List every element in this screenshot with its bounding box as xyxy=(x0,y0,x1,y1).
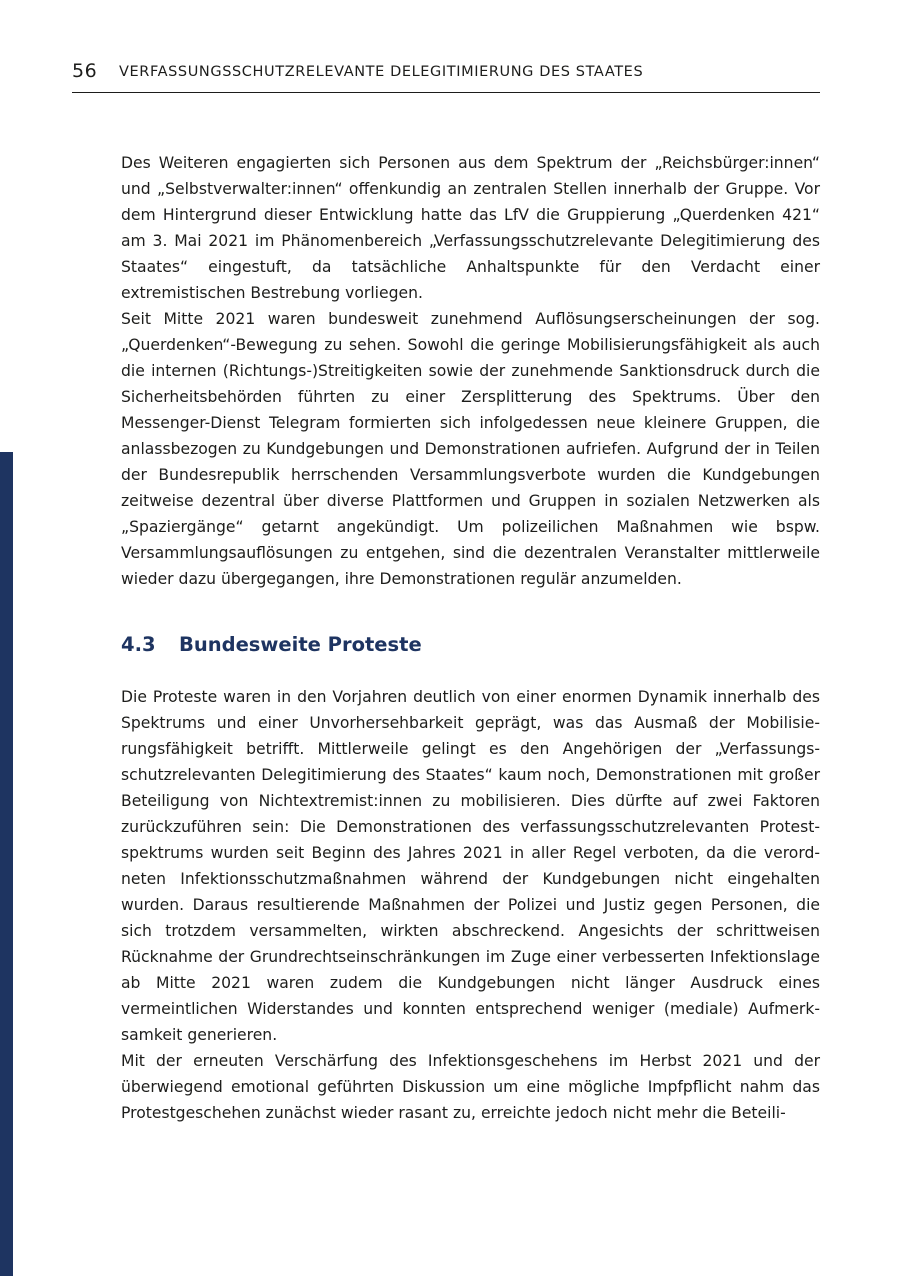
section-number: 4.3 xyxy=(121,633,156,656)
paragraph-2: Seit Mitte 2021 waren bundesweit zunehmend Auflösungserscheinungen der sog. „Querdenken“-Bewegung zu sehen. Sowohl die geringe Mobilisierungsfähigkeit als auch die internen (Richtungs-)Streitigkeiten sowie der zunehmende Sanktionsdruck durch die Sicherheitsbehörden führten zu einer Zersplitterung des Spektrums. Über den Messenger-Dienst Telegram formierten sich infolgedessen neue kleinere Gruppen, die anlassbezogen zu Kundgebungen und Demonstrationen aufriefen. Aufgrund der in Teilen der Bundesrepublik herrschenden Versammlungsverbote wurden die Kundgebungen zeitweise dezentral über diverse Plattformen und Gruppen in sozialen Netzwerken als „Spaziergänge“ getarnt angekündigt. Um polizeilichen Maßnahmen wie bspw. Versammlungsauflösungen zu entgehen, sind die dezentralen Veranstalter mittlerweile wieder dazu übergegangen, ihre Demonstrationen regulär anzumelden. xyxy=(121,310,820,588)
page-number: 56 xyxy=(72,60,98,82)
paragraph-4: Mit der erneuten Verschärfung des Infektionsgeschehens im Herbst 2021 und der überwiegend emotional geführten Diskussion um eine mögliche Impfpflicht nahm das Protestgeschehen zunächst wieder rasant zu, erreichte jedoch nicht mehr die Beteili- xyxy=(121,1052,820,1122)
running-header xyxy=(72,58,820,93)
running-title: VERFASSUNGSSCHUTZRELEVANTE DELEGITIMIERUNG DES STAATES xyxy=(119,64,644,80)
section-title: Bundesweite Proteste xyxy=(179,633,422,656)
paragraph-3: Die Proteste waren in den Vorjahren deutlich von einer enormen Dynamik innerhalb des Spektrums und einer Unvorhersehbarkeit geprägt, was das Ausmaß der Mobilisierungsfähigkeit betrifft. Mittlerweile gelingt es den Angehörigen der „Verfassungsschutzrelevanten Delegitimierung des Staates“ kaum noch, Demonstrationen mit großer Beteiligung von Nichtextremist:innen zu mobilisieren. Dies dürfte auf zwei Faktoren zurückzuführen sein: Die Demonstrationen des verfassungsschutzrelevanten Protestspektrums wurden seit Beginn des Jahres 2021 in aller Regel verboten, da die verordneten Infektionsschutzmaßnahmen während der Kundgebungen nicht eingehalten wurden. Daraus resultierende Maßnahmen der Polizei und Justiz gegen Personen, die sich trotzdem versammelten, wirkten abschreckend. Angesichts der schrittweisen Rücknahme der Grundrechtseinschränkungen im Zuge einer verbesserten Infektionslage ab Mitte 2021 waren zudem die Kundgebungen nicht länger Ausdruck eines vermeintlichen Widerstandes und konnten entsprechend weniger (mediale) Aufmerksamkeit generieren. xyxy=(121,688,820,1044)
section-heading xyxy=(121,630,820,684)
paragraph-1: Des Weiteren engagierten sich Personen aus dem Spektrum der „Reichsbürger:innen“ und „Selbstverwalter:innen“ offenkundig an zentralen Stellen innerhalb der Gruppe. Vor dem Hintergrund dieser Entwicklung hatte das LfV die Gruppierung „Querdenken 421“ am 3. Mai 2021 im Phänomenbereich „Verfassungsschutzrelevante Delegitimierung des Staates“ eingestuft, da tatsächliche Anhaltspunkte für den Verdacht einer extremistischen Bestrebung vorliegen. xyxy=(121,154,820,302)
side-accent-bar xyxy=(0,452,13,1276)
page-body xyxy=(121,150,820,1126)
